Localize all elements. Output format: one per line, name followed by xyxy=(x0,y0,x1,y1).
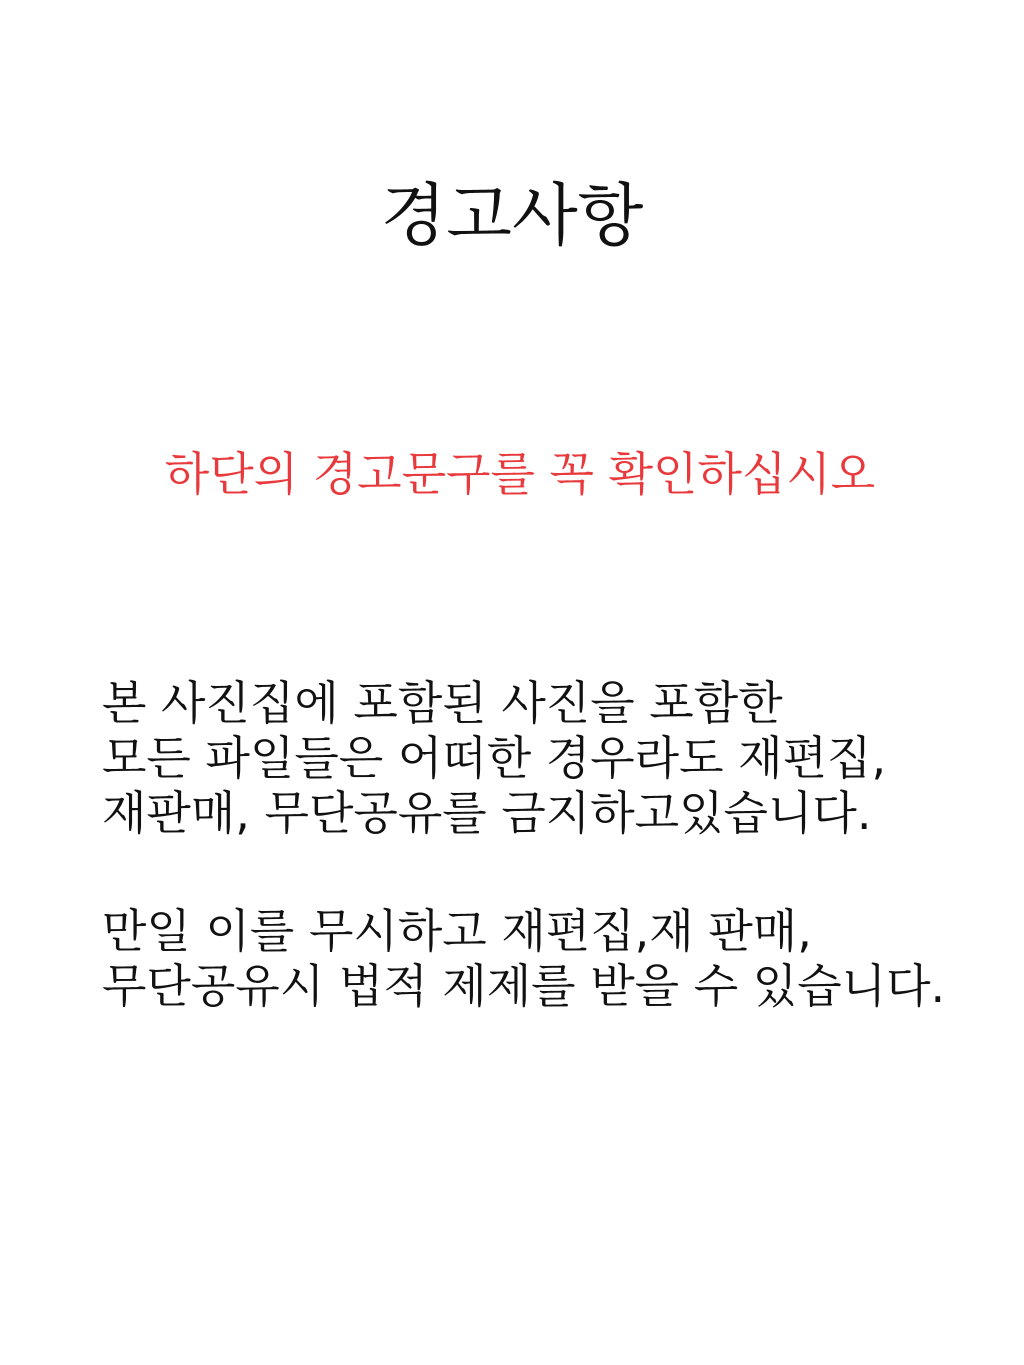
paragraph-line: 본 사진집에 포함된 사진을 포함한 xyxy=(102,676,783,730)
page-title: 경고사항 xyxy=(380,177,644,256)
paragraph-line: 무단공유시 법적 제제를 받을 수 있습니다. xyxy=(102,959,946,1013)
paragraph-line: 만일 이를 무시하고 재편집,재 판매, xyxy=(102,904,812,958)
copyright-paragraph xyxy=(102,676,886,841)
legal-warning-paragraph xyxy=(102,904,945,1014)
paragraph-line: 모든 파일들은 어떠한 경우라도 재편집, xyxy=(102,731,887,785)
red-notice: 하단의 경고문구를 꼭 확인하십시오 xyxy=(164,447,876,501)
paragraph-line: 재판매, 무단공유를 금지하고있습니다. xyxy=(102,786,872,840)
